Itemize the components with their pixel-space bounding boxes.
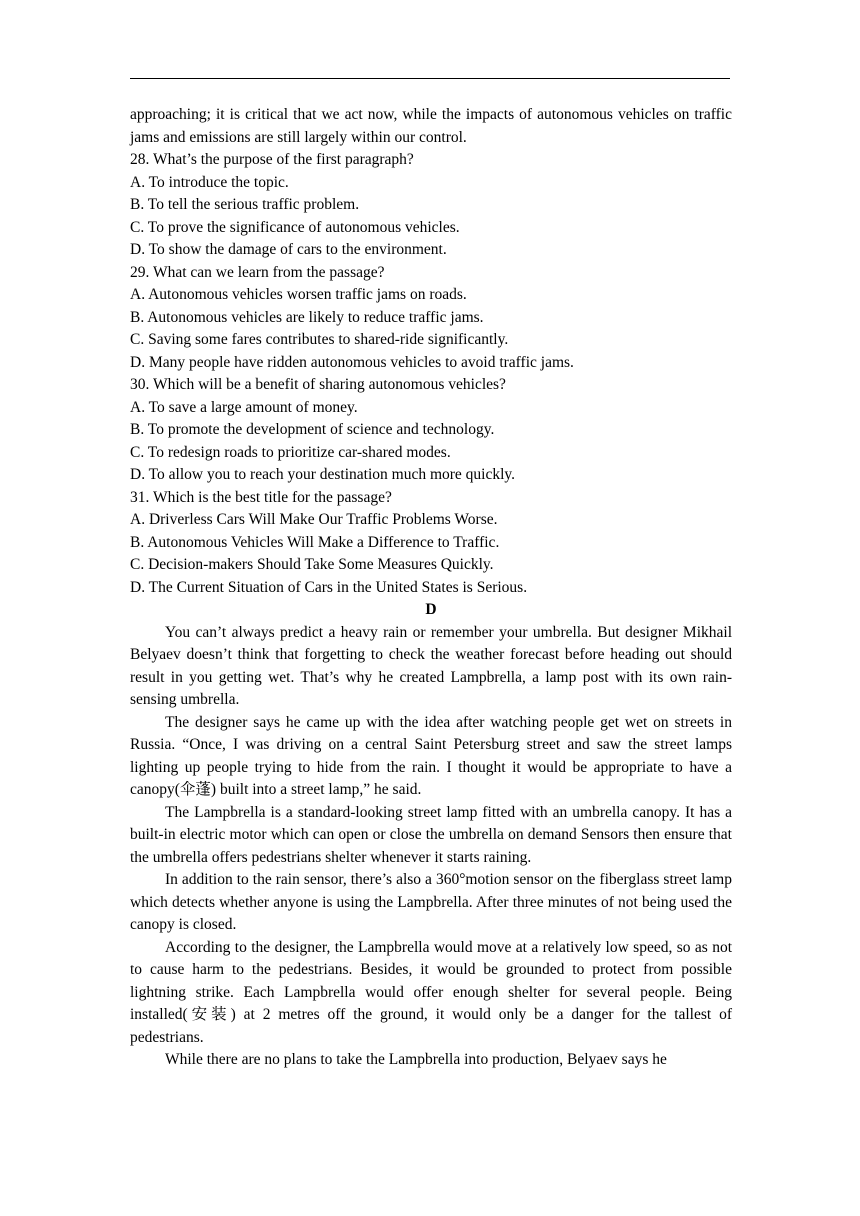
- option-d: D. To show the damage of cars to the environment.: [130, 241, 447, 258]
- option-c: C. To redesign roads to prioritize car-shared modes.: [130, 443, 451, 461]
- question-30: [130, 374, 732, 487]
- question-31: [130, 487, 732, 600]
- passage-paragraph: The designer says he came up with the idea after watching people get wet on streets in Russia. “Once, I was driving on a central Saint Petersburg street and saw the street lamps lighting up people trying to hide from the rain. I thought it would be appropriate to have a canopy(伞蓬) built into a street lamp,” he said.: [130, 713, 732, 798]
- option-a: A. Autonomous vehicles worsen traffic jams on roads.: [130, 286, 467, 303]
- option-c: C. To prove the significance of autonomous vehicles.: [130, 218, 460, 236]
- passage-paragraph: The Lampbrella is a standard-looking street lamp fitted with an umbrella canopy. It has a built-in electric motor which can open or close the umbrella on demand Sensors then ensure that the umbrella offers pedestrians shelter whenever it starts raining.: [130, 803, 732, 866]
- header-rule: [130, 78, 730, 79]
- option-d: D. Many people have ridden autonomous vehicles to avoid traffic jams.: [130, 353, 574, 371]
- option-a: A. Driverless Cars Will Make Our Traffic Problems Worse.: [130, 511, 498, 528]
- option-a: A. To save a large amount of money.: [130, 398, 358, 416]
- page-content: [130, 104, 732, 1072]
- option-a: A. To introduce the topic.: [130, 173, 289, 191]
- passage-paragraph: While there are no plans to take the Lampbrella into production, Belyaev says he: [165, 1051, 667, 1068]
- question-stem: 28. What’s the purpose of the first paragraph?: [130, 151, 414, 168]
- passage-paragraph: You can’t always predict a heavy rain or remember your umbrella. But designer Mikhail Belyaev doesn’t think that forgetting to check the weather forecast before heading out should result in you getting wet. That’s why he created Lampbrella, a lamp post with its own rain-sensing umbrella.: [130, 623, 732, 708]
- question-stem: 29. What can we learn from the passage?: [130, 263, 385, 281]
- option-b: B. To promote the development of science and technology.: [130, 421, 495, 438]
- option-b: B. Autonomous vehicles are likely to reduce traffic jams.: [130, 308, 484, 326]
- question-stem: 31. Which is the best title for the passage?: [130, 488, 392, 506]
- question-29: [130, 262, 732, 375]
- section-heading: D: [425, 601, 437, 618]
- intro-paragraph: approaching; it is critical that we act now, while the impacts of autonomous vehicles on traffic jams and emissions are still largely within our control.: [130, 106, 732, 146]
- option-b: B. To tell the serious traffic problem.: [130, 196, 360, 213]
- option-b: B. Autonomous Vehicles Will Make a Difference to Traffic.: [130, 533, 500, 551]
- option-d: D. To allow you to reach your destination much more quickly.: [130, 466, 516, 483]
- option-d: D. The Current Situation of Cars in the United States is Serious.: [130, 578, 528, 596]
- passage-paragraph: According to the designer, the Lampbrella would move at a relatively low speed, so as not to cause harm to the pedestrians. Besides, it would be grounded to protect from possible lightning strike. Each Lampbrella would offer enough shelter for several people. Being installed(安装) at 2 metres off the ground, it would only be a danger for the tallest of pedestrians.: [130, 938, 732, 1046]
- option-c: C. Saving some fares contributes to shared-ride significantly.: [130, 331, 509, 348]
- option-c: C. Decision-makers Should Take Some Measures Quickly.: [130, 556, 494, 573]
- question-stem: 30. Which will be a benefit of sharing autonomous vehicles?: [130, 376, 506, 393]
- question-28: [130, 149, 732, 262]
- passage-paragraph: In addition to the rain sensor, there’s also a 360°motion sensor on the fiberglass street lamp which detects whether anyone is using the Lampbrella. After three minutes of not being used the canopy is closed.: [130, 871, 732, 933]
